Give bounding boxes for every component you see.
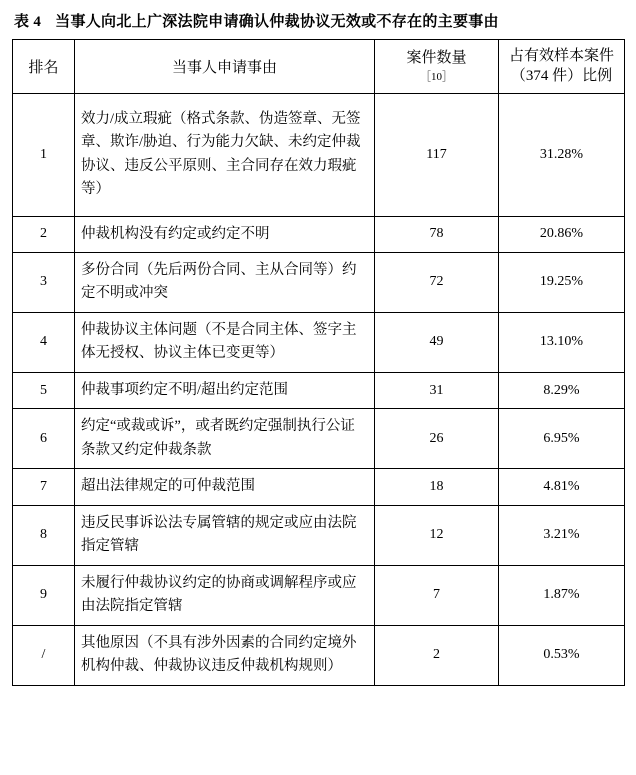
cell-percentage: 0.53% — [499, 625, 625, 685]
cell-rank: 4 — [13, 312, 75, 372]
cell-count: 117 — [375, 93, 499, 216]
cell-count: 26 — [375, 409, 499, 469]
cell-reason: 违反民事诉讼法专属管辖的规定或应由法院指定管辖 — [75, 505, 375, 565]
cell-rank: 2 — [13, 216, 75, 252]
cell-count: 7 — [375, 565, 499, 625]
cell-reason: 其他原因（不具有涉外因素的合同约定境外机构仲裁、仲裁协议违反仲裁机构规则） — [75, 625, 375, 685]
cell-rank: 5 — [13, 372, 75, 408]
table-header-row — [13, 40, 625, 94]
cell-rank: 3 — [13, 252, 75, 312]
cell-count: 12 — [375, 505, 499, 565]
column-header-count-footnote: ［10］ — [420, 70, 453, 83]
cell-percentage: 31.28% — [499, 93, 625, 216]
cell-reason: 约定“或裁或诉”，或者既约定强制执行公证条款又约定仲裁条款 — [75, 409, 375, 469]
table-row — [13, 565, 625, 625]
cell-percentage: 8.29% — [499, 372, 625, 408]
cell-rank: 9 — [13, 565, 75, 625]
column-header-percentage-line2: （374 件）比例 — [510, 68, 613, 85]
cell-rank: / — [13, 625, 75, 685]
table-header — [13, 40, 625, 94]
table-row — [13, 505, 625, 565]
table-row — [13, 625, 625, 685]
arbitration-reasons-table — [12, 39, 625, 686]
column-header-percentage — [499, 40, 625, 94]
table-row — [13, 469, 625, 505]
table-caption — [14, 10, 624, 31]
column-header-reason: 当事人申请事由 — [75, 40, 375, 94]
cell-percentage: 19.25% — [499, 252, 625, 312]
cell-percentage: 1.87% — [499, 565, 625, 625]
cell-reason: 仲裁事项约定不明/超出约定范围 — [75, 372, 375, 408]
table-caption-title: 当事人向北上广深法院申请确认仲裁协议无效或不存在的主要事由 — [55, 14, 499, 30]
cell-reason: 未履行仲裁协议约定的协商或调解程序或应由法院指定管辖 — [75, 565, 375, 625]
cell-reason: 仲裁机构没有约定或约定不明 — [75, 216, 375, 252]
cell-count: 31 — [375, 372, 499, 408]
column-header-percentage-line1: 占有效样本案件 — [508, 48, 614, 64]
cell-percentage: 6.95% — [499, 409, 625, 469]
cell-count: 2 — [375, 625, 499, 685]
column-header-count — [375, 40, 499, 94]
cell-rank: 7 — [13, 469, 75, 505]
cell-reason: 超出法律规定的可仲裁范围 — [75, 469, 375, 505]
cell-count: 49 — [375, 312, 499, 372]
table-row — [13, 312, 625, 372]
cell-count: 72 — [375, 252, 499, 312]
cell-reason: 效力/成立瑕疵（格式条款、伪造签章、无签章、欺诈/胁迫、行为能力欠缺、未约定仲裁协议、违反公平原则、主合同存在效力瑕疵等） — [75, 93, 375, 216]
cell-reason: 仲裁协议主体问题（不是合同主体、签字主体无授权、协议主体已变更等） — [75, 312, 375, 372]
table-row — [13, 216, 625, 252]
cell-count: 78 — [375, 216, 499, 252]
table-row — [13, 372, 625, 408]
cell-reason: 多份合同（先后两份合同、主从合同等）约定不明或冲突 — [75, 252, 375, 312]
table-row — [13, 409, 625, 469]
cell-percentage: 4.81% — [499, 469, 625, 505]
cell-percentage: 3.21% — [499, 505, 625, 565]
table-row — [13, 93, 625, 216]
column-header-count-main: 案件数量 — [406, 50, 467, 67]
cell-count: 18 — [375, 469, 499, 505]
cell-rank: 8 — [13, 505, 75, 565]
table-body — [13, 93, 625, 685]
column-header-rank: 排名 — [13, 40, 75, 94]
cell-rank: 1 — [13, 93, 75, 216]
table-row — [13, 252, 625, 312]
cell-percentage: 13.10% — [499, 312, 625, 372]
cell-rank: 6 — [13, 409, 75, 469]
cell-percentage: 20.86% — [499, 216, 625, 252]
table-caption-label: 表 4 — [14, 14, 42, 30]
